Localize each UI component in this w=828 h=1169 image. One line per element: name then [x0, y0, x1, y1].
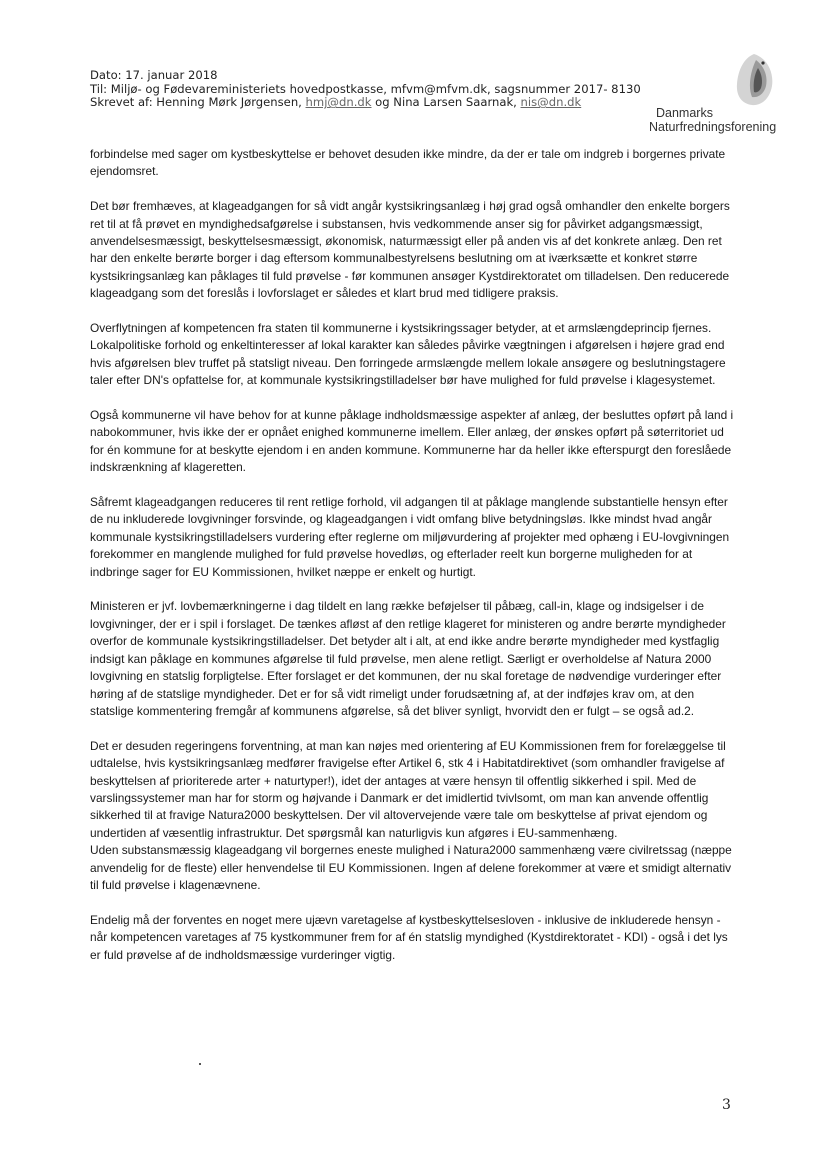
paragraph: Overflytningen af kompetencen fra staten til kommunerne i kystsikringssager betyder, at et armslængdeprincip fjernes. Lokalpolitiske forhold og enkeltinteresser af lokal karakter kan således påvirke vægtningen i afgørelsen i højere grad end hvis afgørelsen blev truffet på statsligt niveau. Den forringede armslængde mellem lokale ansøgere og beslutningstagere taler efter DN's opfattelse for, at kommunale kystsikringstilladelser bør have mulighed for fuld prøvelse i klagesystemet. — [90, 321, 726, 388]
paragraph: Også kommunerne vil have behov for at kunne påklage indholdsmæssige aspekter af anlæg, der besluttes opført på land i nabokommuner, hvis ikke der er opnået enighed kommunerne imellem. Eller anlæg, der ønskes opført på søterritoriet ud for én kommune for at beskytte ejendom i en anden kommune. Kommunerne har da heller ikke efterspurgt den foreslåede indskrænkning af klageretten. — [90, 408, 734, 475]
letter-body — [90, 146, 740, 981]
paragraph: Det bør fremhæves, at klageadgangen for så vidt angår kystsikringsanlæg i høj grad også omhandler den enkelte borgers ret til at få prøvet en myndighedsafgørelse i substansen, hvis vedkommende anser sig for påvirket adgangsmæssigt, anvendelsesmæssigt, beskyttelsesmæssigt, økonomisk, naturmæssigt eller på anden vis af det konkrete anlæg. Den ret har den enkelte berørte borger i dag eftersom kommunalbestyrelsens beslutning om at iværksætte et konkret større kystsikringsanlæg kan påklages til fuld prøvelse - før kommunen ansøger Kystdirektoratet om tilladelsen. Den reducerede klageadgang som det foreslås i lovforslaget er således et klart brud med tidligere praksis. — [90, 199, 730, 301]
logo-line-1: Danmarks — [656, 106, 713, 120]
logo-line-2: Naturfredningsforening — [649, 120, 777, 134]
scan-dot — [199, 1063, 201, 1065]
paragraph: Ministeren er jvf. lovbemærkningerne i dag tildelt en lang række beføjelser til påbæg, call-in, klage og indsigelser i de lovgivninger, der er i spil i forslaget. De tænkes afløst af den retlige klageret for ministeren og andre berørte myndigheder overfor de kommunale kystsikringstilladelser. Det betyder alt i alt, at end ikke andre berørte myndigheder med kystfaglig indsigt kan påklage en kommunes afgørelse til fuld prøvelse, men alene retligt. Særligt er overholdelse af Natura 2000 lovgivning en statslig forpligtelse. Efter forslaget er det kommunen, der nu skal foretage de nødvendige vurderinger efter høring af de statslige myndigheder. Det er for så vidt rimeligt under forudsætning af, at der indføjes krav om, at den statslige kommentering fremgår af kommunens afgørelse, så det bliver synligt, hvorvidt den er fulgt – se også ad.2. — [90, 599, 726, 718]
dn-logo — [640, 52, 790, 136]
email-link-nis[interactable]: nis@dn.dk — [520, 95, 582, 110]
document-header — [90, 69, 641, 110]
author-middle: og Nina Larsen Saarnak, — [371, 95, 521, 110]
page-number: 3 — [722, 1097, 731, 1113]
paragraph: Endelig må der forventes en noget mere ujævn varetagelse af kystbeskyttelsesloven - inklusive de inkluderede hensyn - når kompetencen varetages af 75 kystkommuner frem for af én statslig myndighed (Kystdirektoratet - KDI) - også i det lys er fuld prøvelse af de indholdsmæssige vurderinger vigtig. — [90, 912, 728, 962]
paragraph: Det er desuden regeringens forventning, at man kan nøjes med orientering af EU Kommissionen frem for forelæggelse til udtalelse, hvis kystsikringsanlæg medfører fravigelse efter Artikel 6, stk 4 i Habitatdirektivet (som omhandler fravigelse af beskyttelsen af prioriterede arter + naturtyper!), idet der antages at være hensyn til offentlig sikkerhed i spil. Med de varslingssystemer man har for storm og højvande i Danmark er det imidlertid tvivlsomt, om man kan anvende offentlig sikkerhed til at fravige Natura2000 beskyttelsen. Der vil altovervejende være tale om beskyttelse af privat ejendom og undertiden af væsentlig infrastruktur. Det spørgsmål kan naturligvis kun afgøres i EU-sammenhæng. — [90, 738, 726, 840]
paragraph: Såfremt klageadgangen reduceres til rent retlige forhold, vil adgangen til at påklage manglende substantielle hensyn efter de nu inkluderede lovgivninger forsvinde, og klageadgangen i vidt omfang blive betydningsløs. Ikke mindst hvad angår kommunale kystsikringstilladelsers vurdering efter reglerne om miljøvurdering af projekter med ophæng i EU-lovgivningen forekommer en manglende mulighed for fuld prøvelse hovedløs, og efterlader reelt kun borgerne muligheden for at indbringe sager for EU Kommissionen, hvilket næppe er enkelt og hurtigt. — [90, 495, 730, 579]
recipient-line: Til: Miljø- og Fødevareministeriets hovedpostkasse, mfvm@mfvm.dk, sagsnummer 2017- 8130 — [90, 81, 641, 96]
email-link-hmj[interactable]: hmj@dn.dk — [305, 95, 372, 110]
dn-logo-icon — [732, 52, 776, 108]
author-line — [90, 96, 641, 110]
paragraph: forbindelse med sager om kystbeskyttelse er behovet desuden ikke mindre, da der er tale om indgreb i borgernes private ejendomsret. — [90, 147, 726, 179]
paragraph: Uden substansmæssig klageadgang vil borgernes eneste mulighed i Natura2000 sammenhæng være civilretssag (næppe anvendelig for de fleste) eller henvendelse til EU Kommissionen. Ingen af delene forekommer at være et smidigt alternativ til fuld prøvelse i klagenævnene. — [90, 843, 732, 892]
author-prefix: Skrevet af: Henning Mørk Jørgensen, — [90, 95, 306, 110]
date-line: Dato: 17. januar 2018 — [90, 68, 218, 82]
